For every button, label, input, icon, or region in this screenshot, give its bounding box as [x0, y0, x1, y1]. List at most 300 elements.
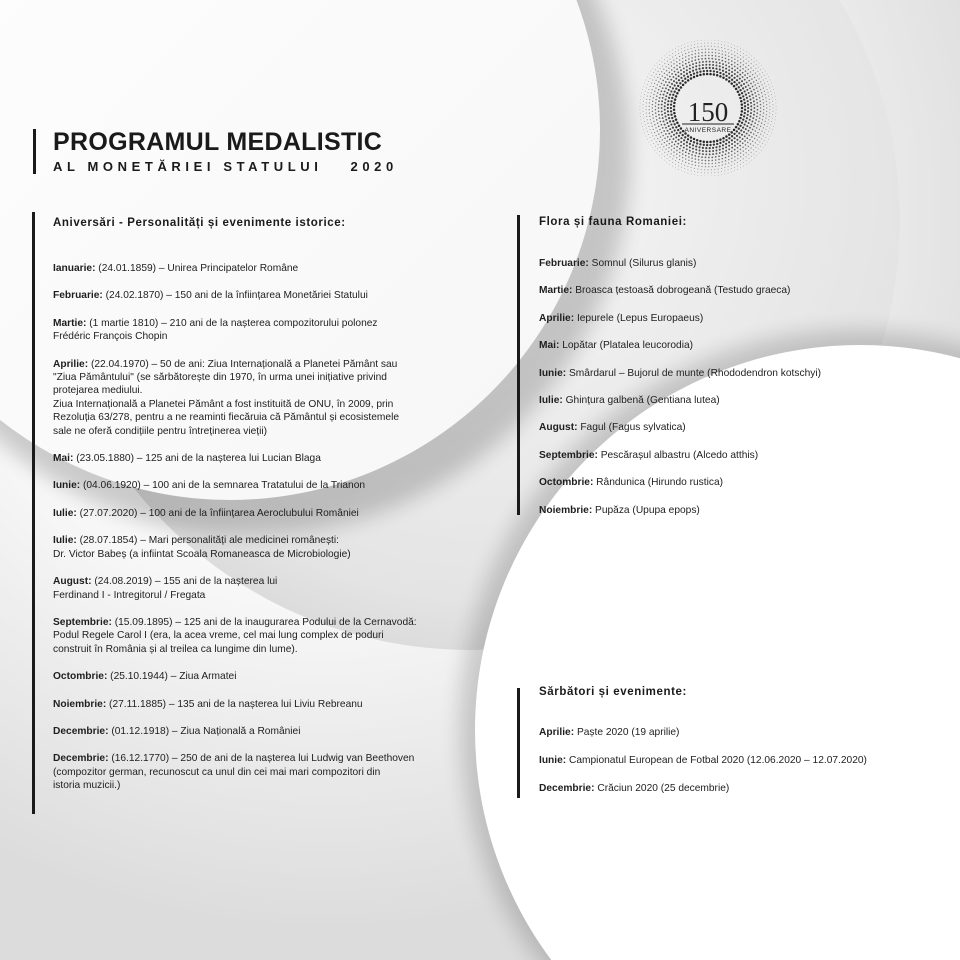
sarbatori-list: [539, 726, 867, 795]
logo-dot: [761, 76, 762, 77]
logo-dot: [745, 66, 746, 67]
logo-dot: [668, 125, 670, 127]
logo-dot: [645, 91, 646, 92]
logo-dot: [659, 141, 660, 142]
logo-dot: [695, 53, 696, 54]
logo-dot: [655, 69, 656, 70]
logo-dot: [743, 49, 744, 50]
logo-dot: [754, 58, 755, 59]
logo-dot: [728, 56, 729, 57]
logo-dot: [659, 60, 660, 61]
logo-dot: [642, 89, 643, 90]
logo-dot: [757, 132, 758, 133]
logo-dot: [651, 132, 652, 133]
logo-dot: [687, 49, 688, 50]
logo-dot: [750, 67, 751, 68]
logo-dot: [770, 124, 771, 125]
logo-dot: [691, 57, 693, 59]
logo-dot: [656, 119, 658, 121]
logo-dot: [754, 130, 756, 132]
logo-dot: [701, 55, 703, 57]
logo-dot: [734, 48, 735, 49]
logo-dot: [739, 78, 741, 80]
entry-text: (22.04.1970) – 50 de ani: Ziua Internațională a Planetei Pământ sau "Ziua Pământului" (se sărbătorește din 1970, în urma unei inițiative privind protejarea mediului. Ziua Internațională a Planetei Pământ a fost instituită de ONU, în 2009, prin Rezoluția 63/278, pentru a ne reaminti fiecăruia că Pământul și ecosistemele sale ne oferă condițiile pentru întreținerea vieții): [53, 358, 399, 437]
logo-dot: [671, 73, 673, 75]
logo-dot: [731, 79, 733, 81]
list-item: [53, 317, 417, 344]
logo-dot: [715, 153, 717, 155]
list-item: [539, 312, 821, 325]
logo-dot: [748, 57, 749, 58]
entry-month: Decembrie:: [53, 725, 109, 737]
logo-dot: [739, 89, 741, 91]
logo-dot: [663, 84, 665, 86]
logo-dot: [760, 107, 762, 109]
logo-dot: [675, 48, 676, 49]
logo-dot: [734, 58, 735, 59]
logo-dot: [662, 75, 663, 76]
logo-dot: [679, 159, 680, 160]
logo-dot: [676, 58, 677, 59]
logo-dot: [746, 117, 748, 119]
logo-dot: [773, 108, 774, 109]
logo-dot: [661, 100, 663, 102]
logo-dot: [664, 156, 665, 157]
logo-dot: [702, 64, 704, 66]
logo-dot: [649, 99, 650, 100]
logo-dot: [681, 163, 682, 164]
logo-dot: [655, 146, 656, 147]
logo-dot: [698, 52, 699, 53]
logo-dot: [673, 112, 676, 115]
logo-dot: [715, 159, 717, 161]
logo-dot: [651, 89, 652, 90]
logo-dot: [656, 95, 658, 97]
logo-dot: [690, 74, 692, 76]
logo-dot: [662, 62, 663, 63]
logo-dot: [746, 89, 748, 91]
logo-dot: [688, 58, 690, 60]
logo-dot: [725, 150, 727, 152]
entry-month: Aprilie:: [539, 727, 575, 738]
entry-text: (1 martie 1810) – 210 ani de la nașterea compozitorului polonez Frédéric François Chopin: [53, 317, 378, 343]
logo-dot: [740, 167, 741, 168]
logo-dot: [721, 155, 723, 157]
logo-dot: [681, 167, 682, 168]
list-item: [539, 421, 821, 434]
logo-dot: [760, 134, 761, 135]
entry-month: Decembrie:: [539, 782, 595, 794]
logo-dot: [759, 141, 760, 142]
logo-dot: [691, 154, 693, 156]
logo-dot: [664, 77, 666, 79]
logo-dot: [767, 126, 768, 127]
list-item: [539, 754, 867, 767]
logo-dot: [734, 160, 735, 161]
logo-dot: [716, 143, 718, 145]
logo-dot: [744, 74, 746, 76]
logo-dot: [705, 55, 707, 57]
logo-dot: [728, 159, 729, 160]
logo-dot: [687, 79, 690, 82]
logo-dot: [725, 64, 727, 66]
logo-dot: [718, 40, 719, 41]
logo-dot: [746, 152, 747, 153]
logo-dot: [733, 81, 735, 83]
logo-dot: [673, 102, 676, 105]
logo-dot: [705, 64, 707, 66]
logo-dot: [756, 155, 757, 156]
logo-dot: [678, 165, 679, 166]
logo-dot: [718, 168, 719, 169]
logo-dot: [649, 102, 650, 103]
logo-dot: [733, 137, 735, 139]
logo-dot: [749, 139, 751, 141]
logo-dot: [742, 142, 744, 144]
logo-dot: [728, 52, 729, 53]
logo-dot: [753, 145, 754, 146]
logo-dot: [775, 119, 776, 120]
logo-dot: [640, 113, 641, 114]
entry-month: Iulie:: [539, 395, 563, 407]
logo-dot: [672, 94, 674, 96]
logo-dot: [739, 136, 741, 138]
logo-dot: [747, 103, 749, 105]
logo-dot: [701, 166, 702, 167]
logo-dot: [687, 46, 688, 47]
logo-dot: [725, 68, 727, 70]
logo-dot: [751, 63, 752, 64]
logo-dot: [695, 158, 697, 160]
logo-dot: [751, 59, 752, 60]
logo-dot: [683, 143, 685, 145]
logo-dot: [661, 132, 663, 134]
logo-dot: [740, 66, 742, 68]
logo-dot: [662, 139, 663, 140]
logo-dot: [746, 160, 747, 161]
logo-dot: [754, 77, 755, 78]
logo-dot: [719, 145, 721, 147]
logo-dot: [659, 129, 661, 131]
logo-dot: [701, 175, 702, 176]
logo-dot: [737, 143, 739, 145]
logo-dot: [652, 107, 653, 108]
entry-text: (27.11.1885) – 135 ani de la nașterea lui Liviu Rebreanu: [106, 698, 363, 710]
logo-dot: [695, 162, 696, 163]
logo-dot: [742, 87, 744, 89]
logo-dot: [722, 164, 723, 165]
logo-dot: [685, 53, 686, 54]
logo-dot: [675, 126, 677, 128]
logo-dot: [742, 68, 744, 70]
logo-dot: [701, 49, 702, 50]
section-title-flora: Flora și fauna Romaniei:: [539, 216, 687, 228]
logo-dot: [760, 104, 762, 106]
logo-dot: [643, 111, 644, 112]
logo-dot: [764, 75, 765, 76]
logo-dot: [678, 53, 679, 54]
logo-dot: [744, 112, 746, 114]
logo-dot: [665, 66, 666, 67]
logo-dot: [701, 43, 702, 44]
logo-dot: [644, 94, 645, 95]
logo-dot: [709, 153, 711, 155]
logo-dot: [681, 170, 682, 171]
logo-dot: [771, 94, 772, 95]
logo-dot: [721, 174, 722, 175]
logo-dot: [694, 59, 696, 61]
logo-dot: [695, 62, 697, 64]
logo-dot: [740, 59, 741, 60]
logo-dot: [737, 154, 738, 155]
list-item: [53, 507, 417, 520]
logo-dot: [705, 157, 707, 159]
logo-dot: [702, 67, 704, 69]
logo-dot: [673, 59, 674, 60]
logo-dot: [760, 126, 761, 127]
list-item: [53, 289, 417, 302]
logo-dot: [725, 58, 727, 60]
logo-dot: [764, 83, 765, 84]
logo-dot: [759, 153, 760, 154]
logo-dot: [667, 61, 668, 62]
logo-dot: [745, 120, 747, 122]
logo-dot: [718, 46, 719, 47]
logo-dot: [761, 150, 762, 151]
logo-dot: [661, 114, 663, 116]
logo-dot: [695, 50, 696, 51]
logo-dot: [676, 65, 678, 67]
logo-dot: [728, 137, 730, 139]
logo-dot: [747, 142, 749, 144]
logo-dot: [698, 59, 700, 61]
logo-dot: [761, 130, 762, 131]
logo-dot: [748, 80, 750, 82]
logo-dot: [737, 123, 740, 126]
logo-dot: [691, 174, 692, 175]
logo-dot: [644, 83, 645, 84]
logo-dot: [724, 48, 725, 49]
logo-dot: [672, 166, 673, 167]
logo-dot: [705, 153, 707, 155]
logo-dot: [655, 135, 656, 136]
logo-dot: [657, 92, 659, 94]
logo-dot: [662, 87, 664, 89]
logo-dot: [661, 110, 663, 112]
logo-dot: [646, 80, 647, 81]
logo-dot: [728, 152, 730, 154]
logo-dot: [713, 73, 716, 76]
logo-dot: [718, 50, 719, 51]
logo-dot: [651, 126, 652, 127]
logo-dot: [698, 162, 699, 163]
logo-dot: [741, 134, 743, 136]
logo-dot: [744, 102, 746, 104]
logo-dot: [665, 87, 667, 89]
logo-dot: [721, 44, 722, 45]
logo-dot: [715, 156, 717, 158]
logo-dot: [763, 87, 764, 88]
logo-dot: [760, 111, 762, 113]
logo-dot: [725, 146, 727, 148]
list-item: [53, 479, 417, 492]
logo-dot: [751, 160, 752, 161]
logo-dot: [740, 62, 741, 63]
logo-dot: [705, 160, 707, 162]
logo-dot: [653, 86, 654, 87]
logo-dot: [743, 98, 745, 100]
entry-month: Aprilie:: [539, 312, 575, 324]
logo-dot: [771, 83, 772, 84]
logo-dot: [653, 72, 654, 73]
logo-dot: [728, 43, 729, 44]
list-item: [53, 725, 417, 738]
logo-dot: [712, 166, 713, 167]
logo-dot: [744, 105, 746, 107]
logo-dot: [684, 172, 685, 173]
logo-dot: [740, 149, 742, 151]
logo-dot: [676, 153, 677, 154]
logo-dot: [658, 71, 659, 72]
logo-dot: [690, 136, 693, 139]
logo-dot: [742, 127, 744, 129]
logo-dot: [673, 108, 676, 111]
logo-dot: [734, 152, 736, 154]
logo-dot: [676, 150, 678, 152]
logo-dot: [686, 66, 688, 68]
logo-dot: [667, 103, 669, 105]
logo-dot: [695, 145, 697, 147]
logo-dot: [753, 110, 755, 112]
logo-dot: [666, 140, 668, 142]
logo-dot: [725, 78, 728, 81]
logo-dot: [688, 61, 690, 63]
logo-dot: [667, 100, 669, 102]
logo-dot: [647, 84, 648, 85]
logo-dot: [775, 96, 776, 97]
logo-dot: [658, 144, 659, 145]
logo-dot: [658, 111, 660, 113]
entry-month: Iunie:: [539, 754, 567, 766]
entry-month: Iunie:: [539, 367, 567, 379]
entry-text: Fagul (Fagus sylvatica): [577, 422, 686, 434]
logo-dot: [692, 144, 694, 146]
logo-dot: [674, 129, 676, 131]
logo-dot: [734, 62, 736, 64]
logo-dot: [724, 174, 725, 175]
logo-dot: [764, 124, 765, 125]
logo-dot: [664, 152, 665, 153]
logo-dot: [769, 113, 770, 114]
logo-dot: [715, 49, 716, 50]
logo-dot: [678, 50, 679, 51]
entry-month: Septembrie:: [539, 449, 598, 461]
logo-dot: [743, 57, 744, 58]
logo-dot: [703, 70, 705, 72]
logo-dot: [667, 154, 668, 155]
logo-dot: [703, 140, 706, 143]
list-item: [53, 575, 417, 602]
logo-number: 150: [687, 97, 729, 127]
logo-dot: [736, 139, 738, 141]
logo-dot: [708, 55, 710, 57]
logo-dot: [741, 92, 743, 94]
logo-dot: [695, 68, 697, 70]
logo-dot: [753, 100, 755, 102]
logo-dot: [669, 76, 671, 78]
logo-dot: [767, 89, 768, 90]
logo-dot: [725, 75, 727, 77]
logo-dot: [640, 99, 641, 100]
logo-dot: [751, 55, 752, 56]
logo-dot: [669, 160, 670, 161]
logo-dot: [673, 148, 675, 150]
logo-dot: [757, 71, 758, 72]
logo-dot: [753, 114, 755, 116]
logo-dot: [688, 163, 689, 164]
logo-dot: [767, 74, 768, 75]
logo-dot: [713, 143, 715, 145]
entry-text: Crăciun 2020 (25 decembrie): [594, 782, 730, 794]
logo-dot: [694, 41, 695, 42]
logo-dot: [731, 143, 733, 145]
logo-dot: [675, 55, 676, 56]
logo-dot: [725, 135, 728, 138]
logo-dot: [693, 76, 696, 79]
logo-dot: [737, 90, 740, 93]
logo-dot: [646, 113, 647, 114]
logo-dot: [734, 45, 735, 46]
logo-dot: [772, 111, 773, 112]
logo-dot: [775, 102, 776, 103]
logo-dot: [644, 132, 645, 133]
subtitle-year: 2020: [350, 159, 398, 174]
logo-dot: [718, 155, 720, 157]
logo-dot: [704, 46, 705, 47]
logo-dot: [682, 65, 684, 67]
logo-dot: [662, 117, 664, 119]
logo-dot: [714, 172, 715, 173]
logo-dot: [659, 151, 660, 152]
logo-dot: [646, 109, 647, 110]
logo-dot: [712, 49, 713, 50]
logo-dot: [695, 65, 697, 67]
logo-dot: [751, 120, 753, 122]
logo-dot: [756, 135, 757, 136]
logo-dot: [763, 147, 764, 148]
logo-dot: [656, 74, 657, 75]
logo-dot: [694, 47, 695, 48]
section-bar-sarbatori: [517, 688, 520, 798]
logo-dot: [643, 104, 644, 105]
logo-dot: [675, 140, 677, 142]
logo-dot: [737, 169, 738, 170]
logo-dot: [648, 89, 649, 90]
logo-dot: [722, 66, 724, 68]
logo-dot: [743, 166, 744, 167]
logo-dot: [773, 89, 774, 90]
entry-text: Rândunica (Hirundo rustica): [593, 477, 724, 489]
logo-dot: [740, 152, 741, 153]
logo-dot: [683, 139, 685, 141]
logo-dot: [766, 101, 767, 102]
logo-dot: [673, 80, 675, 82]
logo-dot: [746, 133, 748, 135]
list-item: [539, 394, 821, 407]
logo-dot: [768, 131, 769, 132]
logo-dot: [643, 101, 644, 102]
logo-dot: [671, 83, 673, 85]
